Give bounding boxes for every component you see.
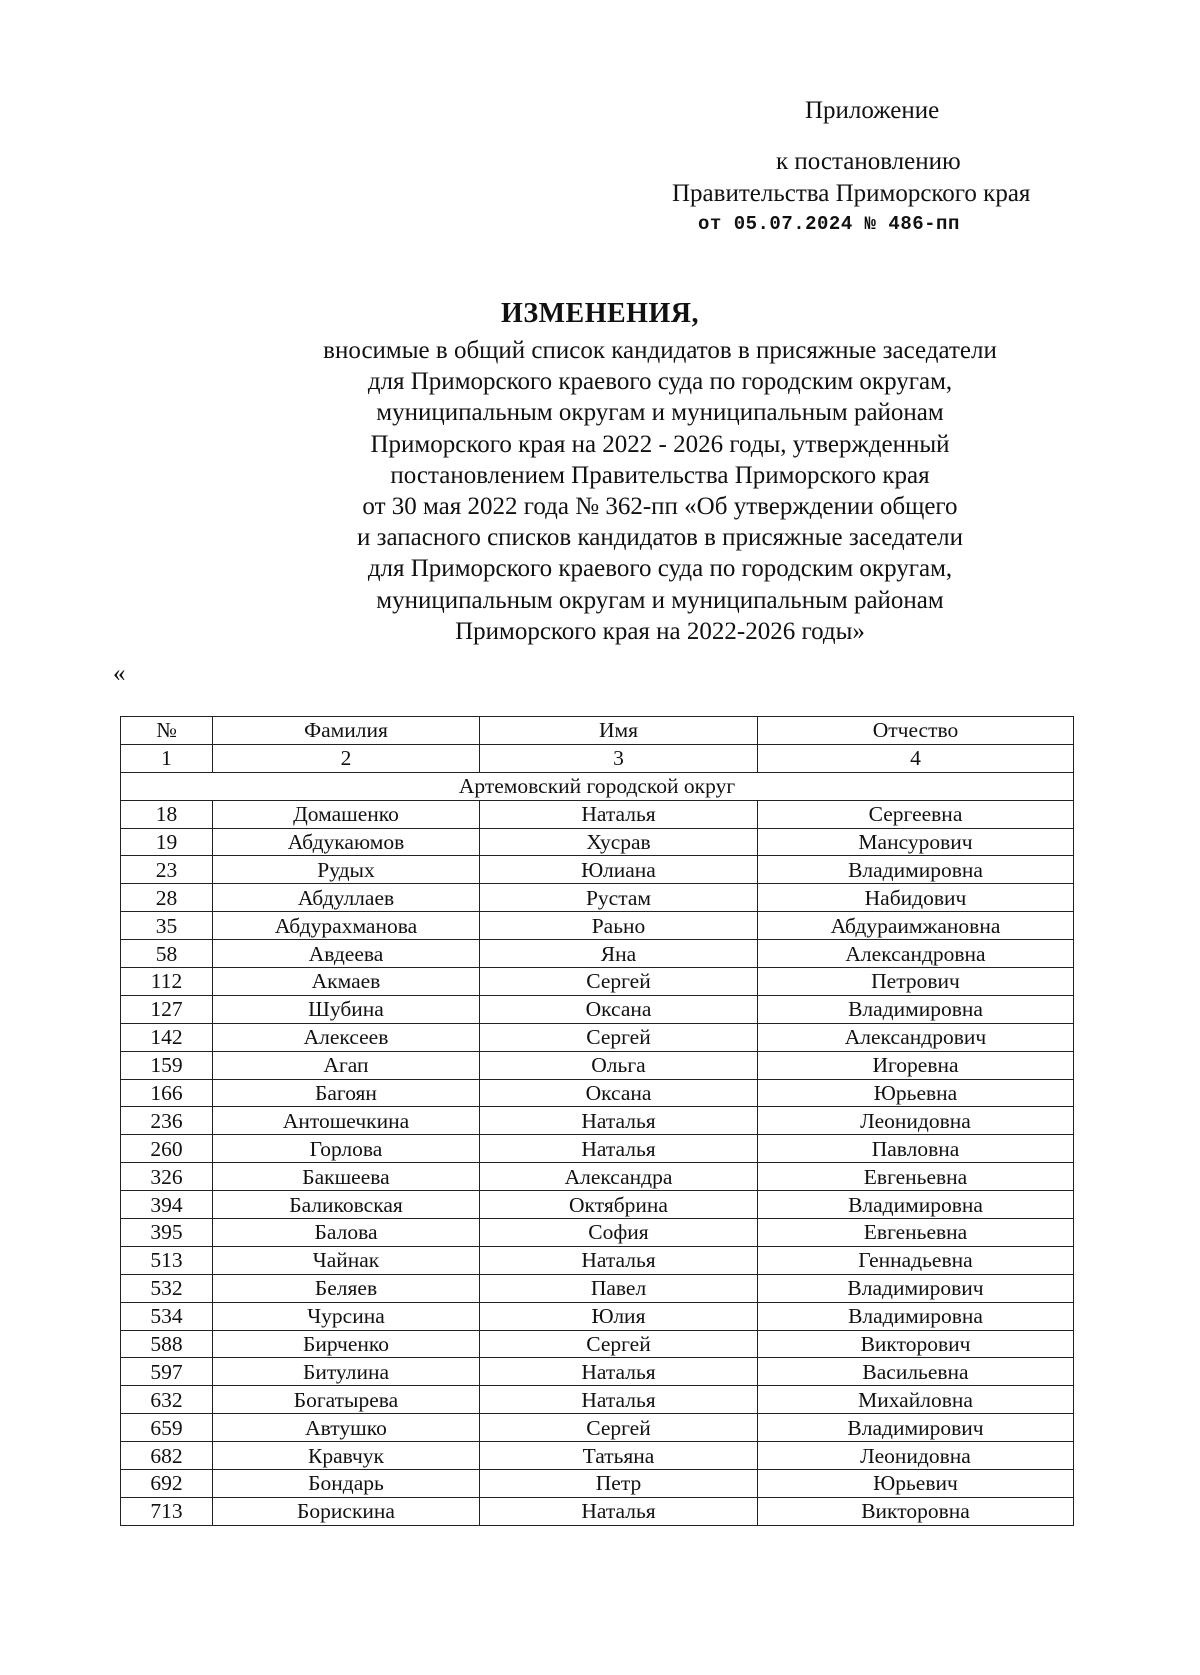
column-number-cell: 4 [758,744,1074,772]
table-row [121,1135,1074,1163]
section-row [121,772,1074,800]
patronymic-cell: Геннадьевна [758,1246,1074,1274]
patronymic-cell: Викторович [758,1330,1074,1358]
column-number-cell: 1 [121,744,213,772]
header-cell-surname: Фамилия [213,717,480,745]
first-name-cell: Сергей [480,1023,758,1051]
header-cell-name: Имя [480,717,758,745]
row-number-cell: 112 [121,968,213,996]
patronymic-cell: Евгеньевна [758,1219,1074,1247]
row-number-cell: 692 [121,1470,213,1498]
subtitle-line: муниципальным округам и муниципальным районам [376,586,944,614]
subtitle-line: от 30 мая 2022 года № 362-пп «Об утверждении общего [362,493,958,521]
row-number-cell: 35 [121,912,213,940]
patronymic-cell: Васильевна [758,1358,1074,1386]
patronymic-cell: Владимирович [758,1414,1074,1442]
surname-cell: Бирченко [213,1330,480,1358]
first-name-cell: Рaьно [480,912,758,940]
surname-cell: Чайнак [213,1246,480,1274]
first-name-cell: Наталья [480,800,758,828]
row-number-cell: 326 [121,1163,213,1191]
row-number-cell: 58 [121,940,213,968]
table-row [121,1023,1074,1051]
subtitle-line: Приморского края на 2022-2026 годы» [455,617,865,645]
surname-cell: Абдукаюмов [213,828,480,856]
table-row [121,912,1074,940]
patronymic-cell: Абдураимжановна [758,912,1074,940]
patronymic-cell: Игоревна [758,1051,1074,1079]
first-name-cell: Ольга [480,1051,758,1079]
patronymic-cell: Набидович [758,884,1074,912]
row-number-cell: 682 [121,1442,213,1470]
row-number-cell: 534 [121,1302,213,1330]
patronymic-cell: Юрьевна [758,1079,1074,1107]
table-row [121,1079,1074,1107]
table-header-row [121,717,1074,745]
surname-cell: Чурсина [213,1302,480,1330]
surname-cell: Авдеева [213,940,480,968]
table-row [121,940,1074,968]
subtitle-line: для Приморского краевого суда по городским округам, [367,555,953,583]
header-cell-number: № [121,717,213,745]
surname-cell: Абдурахманова [213,912,480,940]
patronymic-cell: Евгеньевна [758,1163,1074,1191]
surname-cell: Битулина [213,1358,480,1386]
patronymic-cell: Александровна [758,940,1074,968]
surname-cell: Домашенко [213,800,480,828]
first-name-cell: Наталья [480,1135,758,1163]
first-name-cell: Юлия [480,1302,758,1330]
row-number-cell: 18 [121,800,213,828]
row-number-cell: 159 [121,1051,213,1079]
surname-cell: Багоян [213,1079,480,1107]
to-resolution-label: к постановлению [776,148,961,175]
row-number-cell: 142 [121,1023,213,1051]
patronymic-cell: Михайловна [758,1386,1074,1414]
table-row [121,1107,1074,1135]
row-number-cell: 127 [121,995,213,1023]
table-row [121,1497,1074,1525]
first-name-cell: Наталья [480,1358,758,1386]
surname-cell: Акмаев [213,968,480,996]
first-name-cell: Оксана [480,1079,758,1107]
opening-quote-mark: « [113,660,126,687]
row-number-cell: 713 [121,1497,213,1525]
patronymic-cell: Мансурович [758,828,1074,856]
table-row [121,884,1074,912]
table-row [121,1051,1074,1079]
surname-cell: Автушко [213,1414,480,1442]
first-name-cell: Хусрав [480,828,758,856]
row-number-cell: 513 [121,1246,213,1274]
column-number-row [121,744,1074,772]
table-row [121,856,1074,884]
document-title: ИЗМЕНЕНИЯ, [501,298,699,329]
row-number-cell: 23 [121,856,213,884]
surname-cell: Борискина [213,1497,480,1525]
patronymic-cell: Юрьевич [758,1470,1074,1498]
row-number-cell: 19 [121,828,213,856]
section-title: Артемовский городской округ [121,772,1074,800]
table-row [121,1163,1074,1191]
resolution-date-number: от 05.07.2024 № 486-пп [698,213,960,235]
surname-cell: Кравчук [213,1442,480,1470]
surname-cell: Беляев [213,1274,480,1302]
subtitle-line: муниципальным округам и муниципальным районам [376,399,944,427]
patronymic-cell: Сергеевна [758,800,1074,828]
row-number-cell: 166 [121,1079,213,1107]
table-row [121,800,1074,828]
first-name-cell: Яна [480,940,758,968]
subtitle-line: Приморского края на 2022 - 2026 годы, утвержденный [370,430,950,458]
first-name-cell: Татьяна [480,1442,758,1470]
row-number-cell: 236 [121,1107,213,1135]
first-name-cell: Сергей [480,968,758,996]
table-row [121,1414,1074,1442]
surname-cell: Алексеев [213,1023,480,1051]
patronymic-cell: Леонидовна [758,1107,1074,1135]
patronymic-cell: Владимирович [758,1274,1074,1302]
document-subtitle [200,335,1120,647]
first-name-cell: Александра [480,1163,758,1191]
row-number-cell: 632 [121,1386,213,1414]
appendix-label: Приложение [805,97,940,124]
first-name-cell: Наталья [480,1386,758,1414]
row-number-cell: 260 [121,1135,213,1163]
first-name-cell: Наталья [480,1107,758,1135]
header-cell-patronymic: Отчество [758,717,1074,745]
surname-cell: Балова [213,1219,480,1247]
table-row [121,1358,1074,1386]
patronymic-cell: Петрович [758,968,1074,996]
first-name-cell: Рустам [480,884,758,912]
table-row [121,1330,1074,1358]
surname-cell: Абдуллаев [213,884,480,912]
first-name-cell: Петр [480,1470,758,1498]
candidates-table [120,716,1074,1526]
surname-cell: Бондарь [213,1470,480,1498]
patronymic-cell: Владимировна [758,1191,1074,1219]
table-row [121,1274,1074,1302]
surname-cell: Антошечкина [213,1107,480,1135]
first-name-cell: Оксана [480,995,758,1023]
first-name-cell: Павел [480,1274,758,1302]
row-number-cell: 597 [121,1358,213,1386]
column-number-cell: 3 [480,744,758,772]
government-label: Правительства Приморского края [672,180,1031,207]
table-row [121,995,1074,1023]
first-name-cell: Октябрина [480,1191,758,1219]
subtitle-line: постановлением Правительства Приморского края [390,461,930,489]
table-row [121,1386,1074,1414]
table-row [121,828,1074,856]
table-row [121,1219,1074,1247]
first-name-cell: Сергей [480,1414,758,1442]
patronymic-cell: Леонидовна [758,1442,1074,1470]
table-row [121,1191,1074,1219]
surname-cell: Баликовская [213,1191,480,1219]
first-name-cell: Наталья [480,1246,758,1274]
column-number-cell: 2 [213,744,480,772]
patronymic-cell: Владимировна [758,995,1074,1023]
surname-cell: Бакшеева [213,1163,480,1191]
row-number-cell: 588 [121,1330,213,1358]
table-row [121,968,1074,996]
patronymic-cell: Павловна [758,1135,1074,1163]
row-number-cell: 395 [121,1219,213,1247]
patronymic-cell: Викторовна [758,1497,1074,1525]
table-row [121,1470,1074,1498]
first-name-cell: Юлиана [480,856,758,884]
row-number-cell: 28 [121,884,213,912]
patronymic-cell: Владимировна [758,1302,1074,1330]
surname-cell: Горлова [213,1135,480,1163]
surname-cell: Богатырева [213,1386,480,1414]
surname-cell: Шубина [213,995,480,1023]
table-row [121,1442,1074,1470]
patronymic-cell: Александрович [758,1023,1074,1051]
patronymic-cell: Владимировна [758,856,1074,884]
subtitle-line: вносимые в общий список кандидатов в присяжные заседатели [323,337,997,364]
row-number-cell: 532 [121,1274,213,1302]
first-name-cell: Сергей [480,1330,758,1358]
first-name-cell: София [480,1219,758,1247]
subtitle-line: и запасного списков кандидатов в присяжные заседатели [356,524,964,552]
subtitle-line: для Приморского краевого суда по городским округам, [367,368,953,396]
row-number-cell: 659 [121,1414,213,1442]
row-number-cell: 394 [121,1191,213,1219]
surname-cell: Агап [213,1051,480,1079]
table-row [121,1302,1074,1330]
first-name-cell: Наталья [480,1497,758,1525]
table-row [121,1246,1074,1274]
surname-cell: Рудых [213,856,480,884]
